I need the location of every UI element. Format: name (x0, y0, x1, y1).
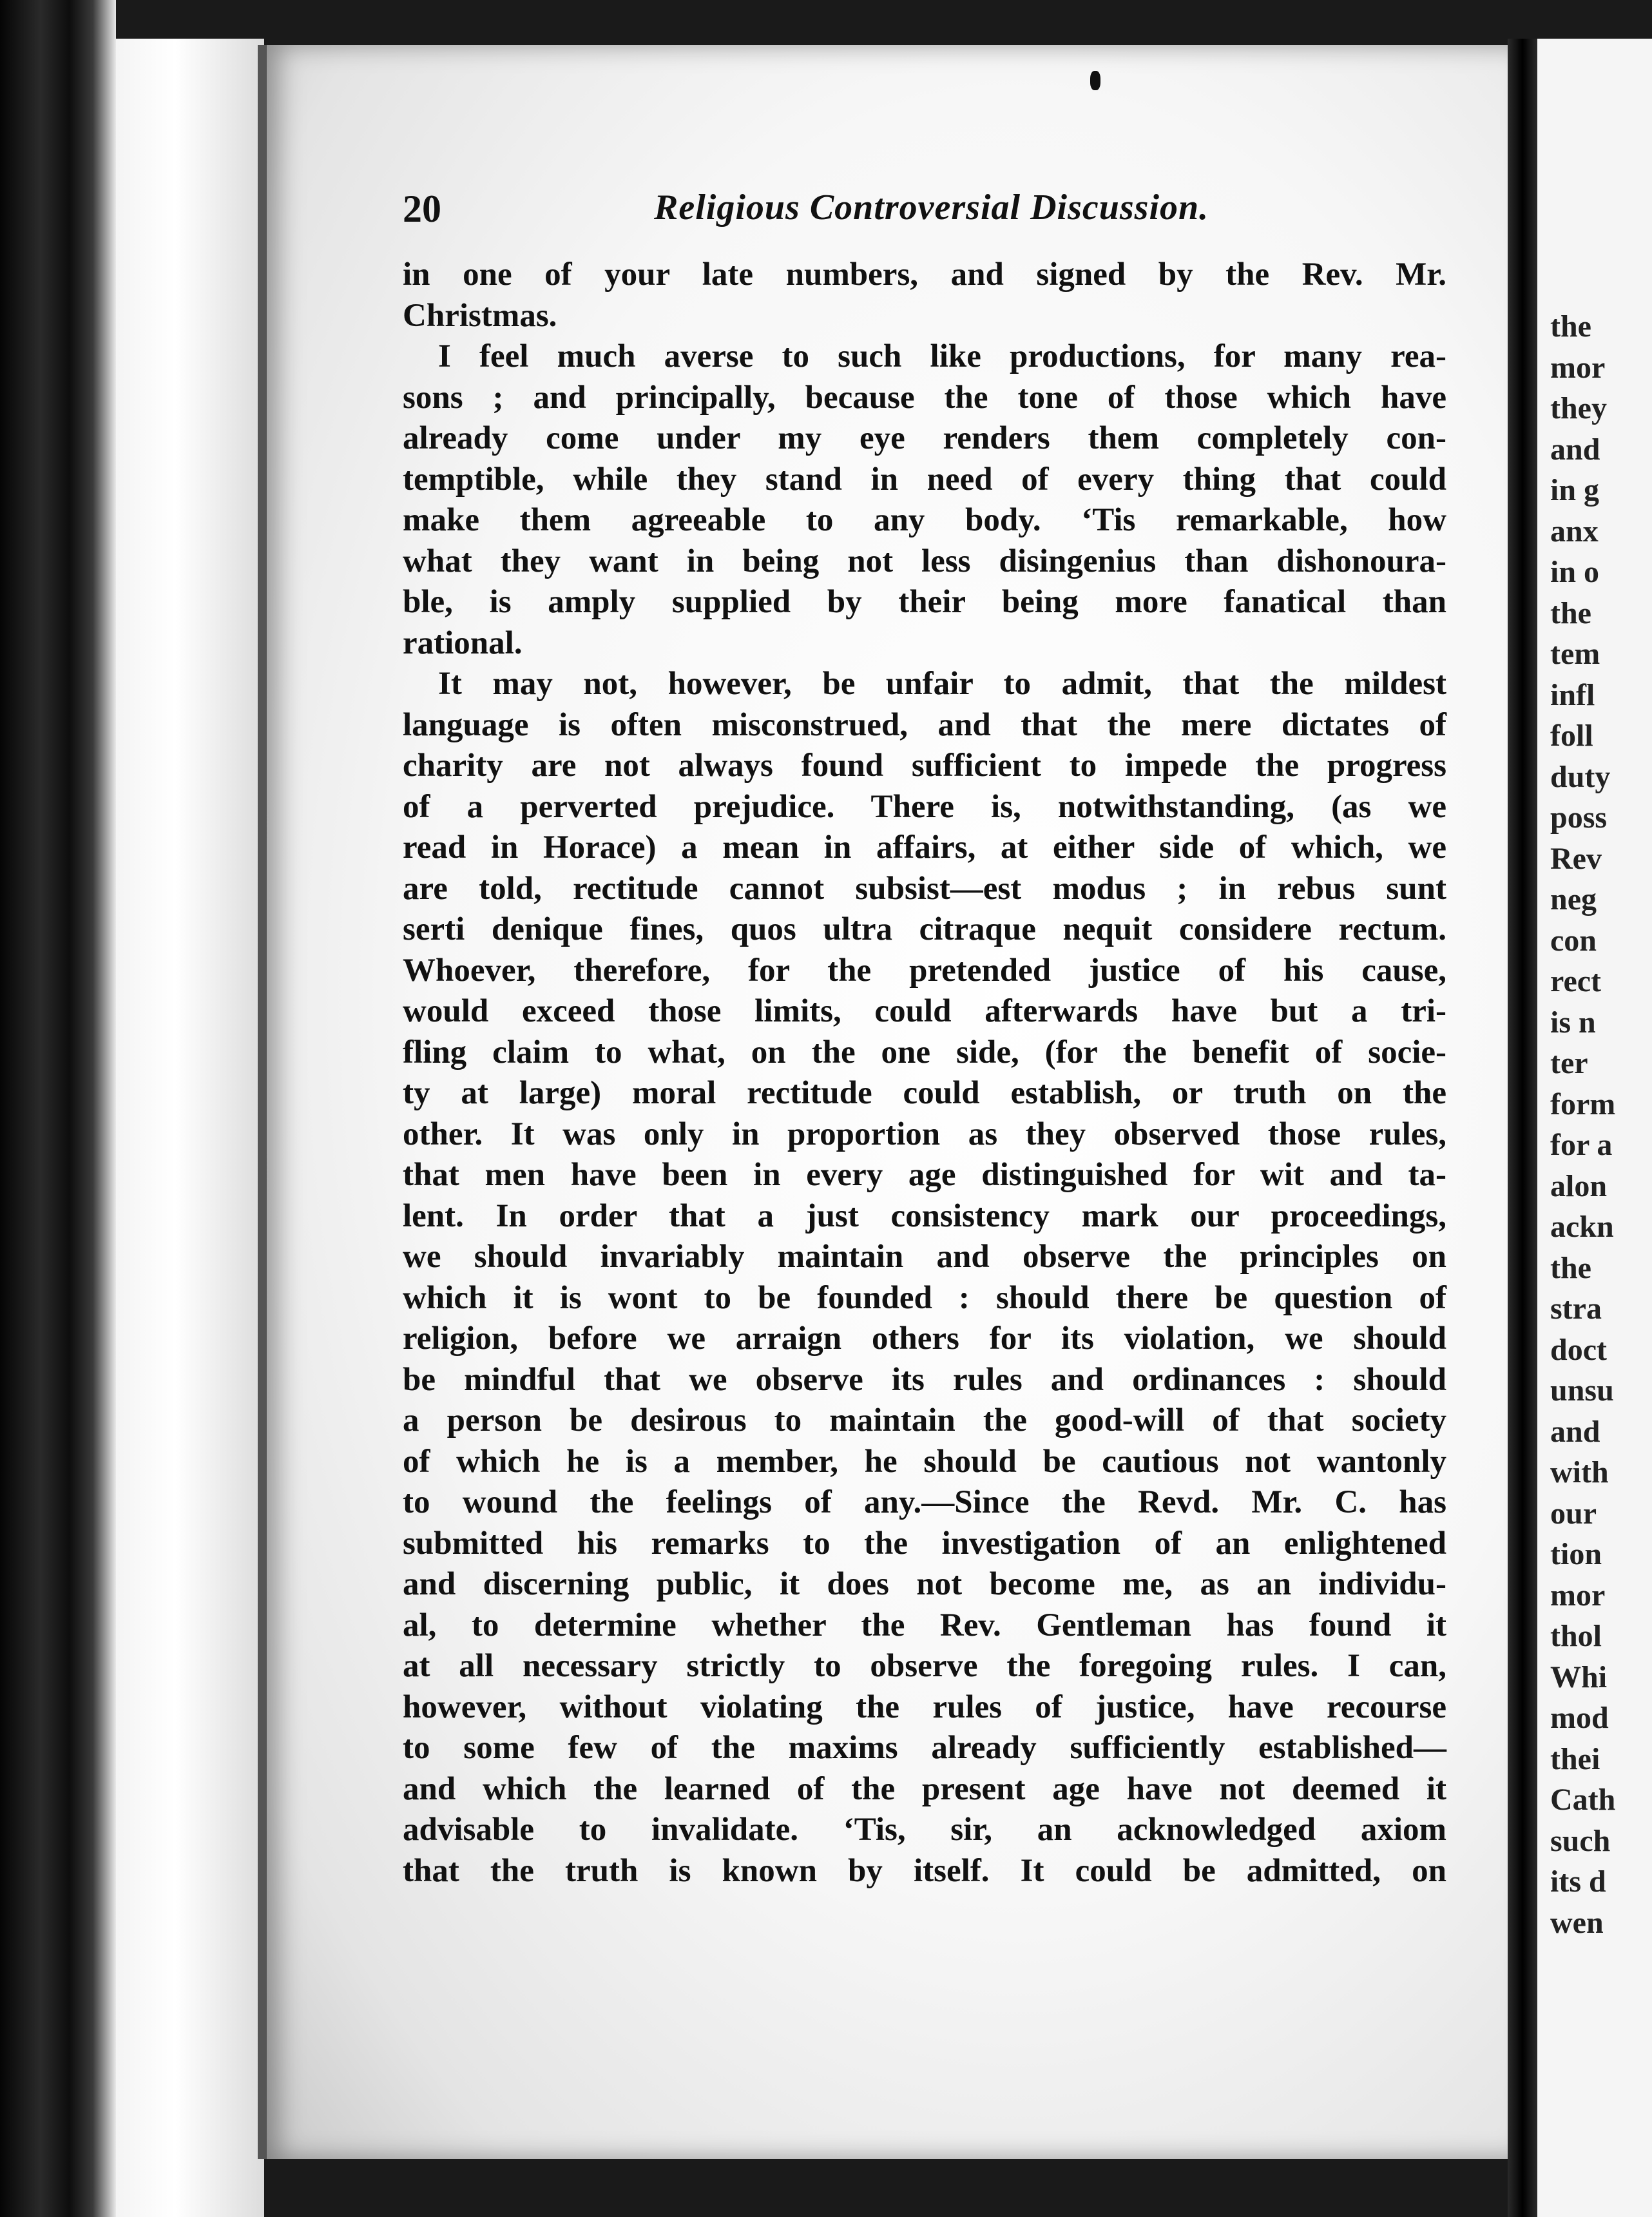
book-gutter (1508, 39, 1537, 2217)
facing-page-line: ter (1550, 1046, 1588, 1080)
facing-page-line: thol (1550, 1619, 1602, 1653)
text-line: that the truth is known by itself. It could be admitted, on (403, 1852, 1446, 1889)
facing-page-line: stra (1550, 1292, 1602, 1326)
text-line: which it is wont to be founded : should there be question of (403, 1279, 1446, 1316)
facing-page-line: mod (1550, 1701, 1609, 1735)
facing-page-line: the (1550, 309, 1591, 344)
text-line: and which the learned of the present age have not deemed it (403, 1770, 1446, 1807)
facing-page-line: the (1550, 1250, 1591, 1285)
facing-page-line: for a (1550, 1128, 1613, 1162)
text-line: language is often misconstrued, and that the mere dictates of (403, 706, 1446, 743)
text-line: religion, before we arraign others for its violation, we should (403, 1321, 1446, 1357)
text-line: make them agreeable to any body. ‘Tis remarkable, how (403, 502, 1446, 538)
facing-page-line: neg (1550, 882, 1597, 916)
text-line: ty at large) moral rectitude could establish, or truth on the (403, 1075, 1446, 1111)
facing-page-line: tion (1550, 1537, 1602, 1571)
text-line: rational. (403, 624, 523, 661)
facing-page-line: in o (1550, 555, 1600, 589)
text-line: read in Horace) a mean in affairs, at either side of which, we (403, 829, 1446, 866)
text-line: Whoever, therefore, for the pretended justice of his cause, (403, 952, 1446, 989)
text-line: to some few of the maxims already sufficiently established— (403, 1730, 1446, 1766)
page-edge-margin (116, 39, 264, 2217)
facing-page-line: is n (1550, 1005, 1596, 1040)
facing-page-text (1550, 306, 1652, 1943)
facing-page-line: anx (1550, 514, 1599, 548)
text-line: to wound the feelings of any.—Since the Revd. Mr. C. has (403, 1484, 1446, 1520)
text-line: already come under my eye renders them completely con- (403, 420, 1446, 456)
running-head-title: Religious Controversial Discussion. (654, 188, 1209, 228)
text-line: of a perverted prejudice. There is, notwithstanding, (as we (403, 788, 1446, 825)
text-line: temptible, while they stand in need of every thing that could (403, 461, 1446, 498)
text-line: ble, is amply supplied by their being more fanatical than (403, 584, 1446, 620)
facing-page-line: con (1550, 923, 1597, 958)
facing-page-line: mor (1550, 350, 1606, 385)
facing-page-line: duty (1550, 759, 1611, 794)
text-line: serti denique fines, quos ultra citraque nequit considere rectum. (403, 911, 1446, 947)
book-binding-edge (0, 0, 116, 2217)
facing-page-line: and (1550, 1414, 1600, 1449)
text-line: we should invariably maintain and observe the principles on (403, 1239, 1446, 1275)
facing-page-line: thei (1550, 1741, 1600, 1776)
text-line: would exceed those limits, could afterwards have but a tri- (403, 993, 1446, 1029)
facing-page-line: they (1550, 391, 1607, 425)
text-line: I feel much averse to such like productions, for many rea- (438, 338, 1446, 374)
facing-page-line: ackn (1550, 1210, 1614, 1244)
facing-page-line: its d (1550, 1864, 1606, 1899)
running-head (403, 187, 1459, 238)
facing-page-line: poss (1550, 800, 1608, 835)
text-line: are told, rectitude cannot subsist—est modus ; in rebus sunt (403, 870, 1446, 907)
text-line: be mindful that we observe its rules and ordinances : should (403, 1361, 1446, 1398)
text-line: charity are not always found sufficient to impede the progress (403, 748, 1446, 784)
facing-page-line: tem (1550, 637, 1600, 671)
facing-page-line: such (1550, 1823, 1611, 1858)
text-line: lent. In order that a just consistency mark our proceedings, (403, 1197, 1446, 1234)
facing-page-line: with (1550, 1455, 1609, 1489)
facing-page-line: form (1550, 1087, 1616, 1121)
text-line: other. It was only in proportion as they observed those rules, (403, 1116, 1446, 1152)
text-line: Christmas. (403, 297, 557, 334)
text-line: however, without violating the rules of justice, have recourse (403, 1689, 1446, 1725)
facing-page-line: unsu (1550, 1373, 1614, 1408)
ink-speck (1090, 71, 1100, 90)
text-line: at all necessary strictly to observe the foregoing rules. I can, (403, 1648, 1446, 1684)
facing-page-line: wen (1550, 1905, 1604, 1940)
text-line: It may not, however, be unfair to admit, that the mildest (438, 666, 1446, 702)
facing-page-line: mor (1550, 1578, 1606, 1612)
facing-page-line: foll (1550, 719, 1593, 753)
text-line: a person be desirous to maintain the good-will of that society (403, 1402, 1446, 1438)
text-line: of which he is a member, he should be cautious not wantonly (403, 1443, 1446, 1480)
text-line: submitted his remarks to the investigation of an enlightened (403, 1525, 1446, 1562)
facing-page-line: our (1550, 1496, 1597, 1531)
facing-page-line: the (1550, 595, 1591, 630)
facing-page-line: rect (1550, 964, 1602, 998)
page-number: 20 (403, 188, 441, 230)
facing-page-fragment (1537, 39, 1652, 2217)
text-line: and discerning public, it does not become me, as an individu- (403, 1566, 1446, 1602)
facing-page-line: doct (1550, 1332, 1607, 1367)
facing-page-line: infl (1550, 677, 1595, 712)
text-line: in one of your late numbers, and signed by the Rev. Mr. (403, 257, 1446, 293)
facing-page-line: and (1550, 432, 1600, 467)
facing-page-line: alon (1550, 1168, 1608, 1203)
text-line: al, to determine whether the Rev. Gentleman has found it (403, 1607, 1446, 1643)
text-line: what they want in being not less disingenius than dishonoura- (403, 543, 1446, 579)
page-body-text (403, 255, 1446, 1892)
facing-page-line: in g (1550, 473, 1600, 507)
facing-page-line: Cath (1550, 1783, 1616, 1817)
text-line: that men have been in every age distinguished for wit and ta- (403, 1157, 1446, 1193)
text-line: sons ; and principally, because the tone of those which have (403, 379, 1446, 416)
facing-page-line: Rev (1550, 841, 1602, 876)
text-line: advisable to invalidate. ‘Tis, sir, an acknowledged axiom (403, 1812, 1446, 1848)
text-line: fling claim to what, on the one side, (for the benefit of socie- (403, 1034, 1446, 1070)
facing-page-line: Whi (1550, 1660, 1608, 1694)
